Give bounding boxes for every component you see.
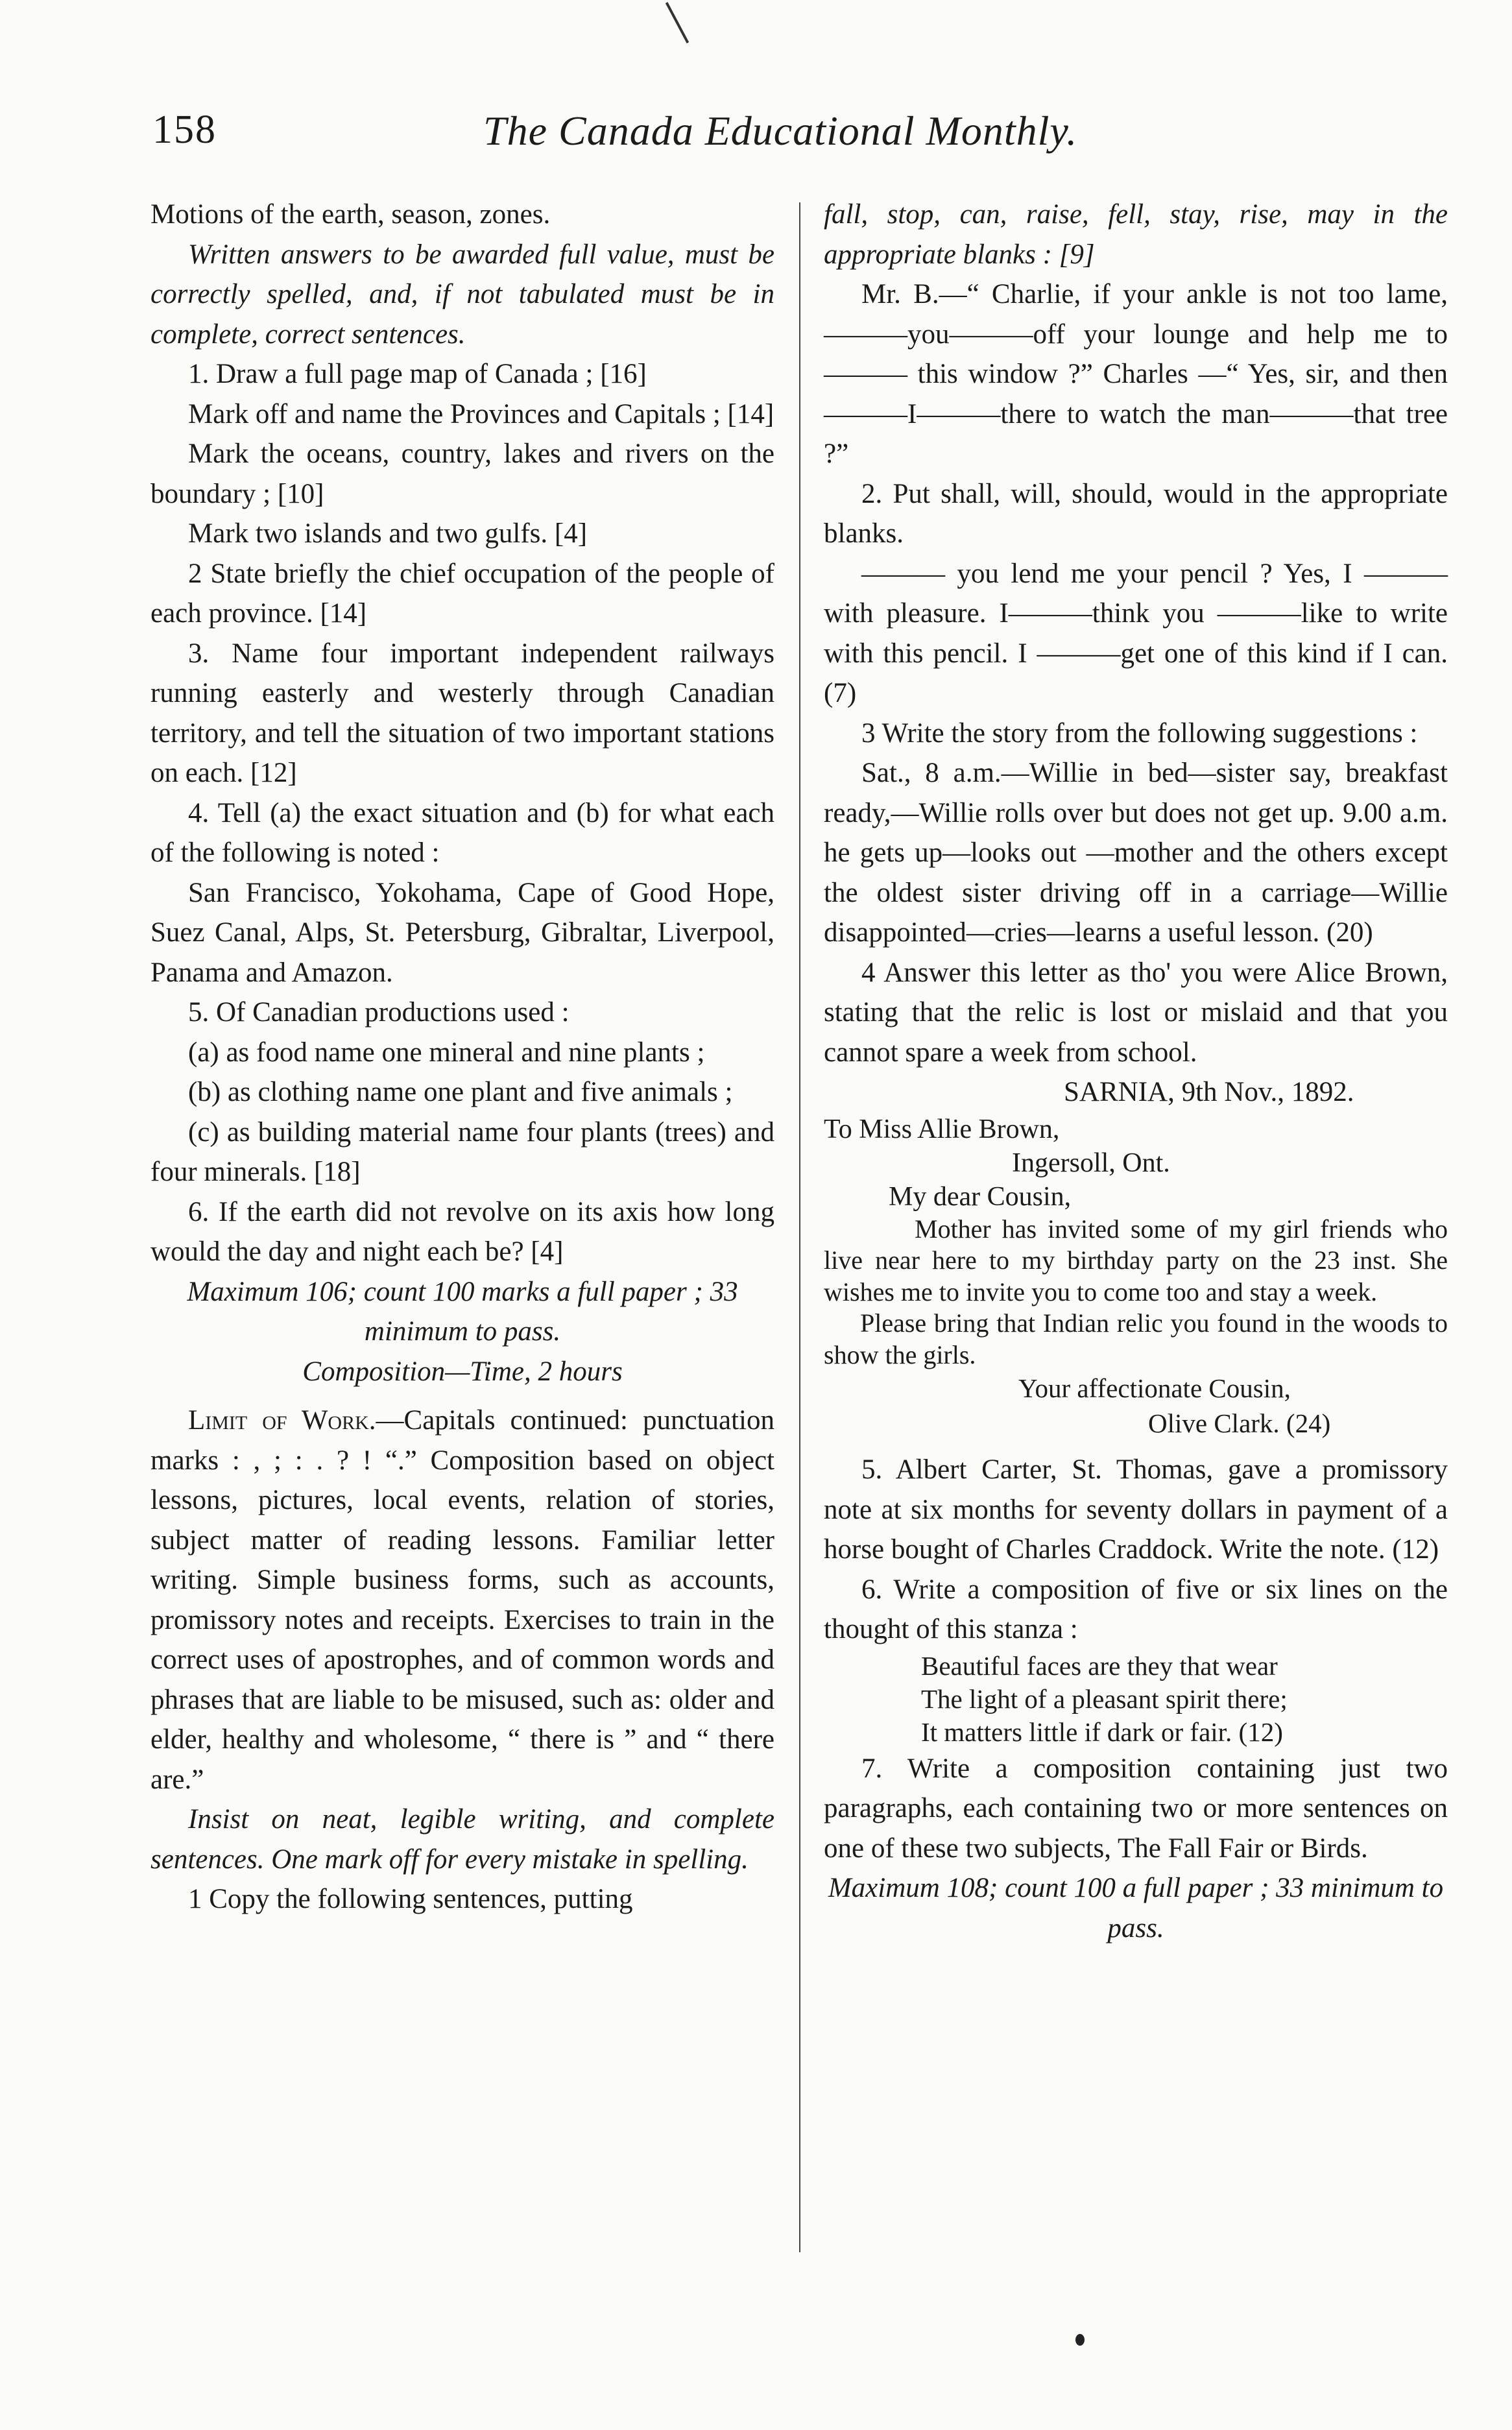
paragraph: (b) as clothing name one plant and five animals ; — [188, 1077, 733, 1107]
column-divider — [799, 202, 800, 2252]
stanza-line: The light of a pleasant spirit there; — [921, 1683, 1288, 1714]
paragraph: 5. Of Canadian productions used : — [188, 997, 570, 1028]
paragraph: 1. Draw a full page map of Canada ; [16] — [188, 359, 647, 389]
right-column — [824, 195, 1448, 1948]
paragraph: (a) as food name one mineral and nine plants ; — [188, 1037, 705, 1068]
paragraph: Mark off and name the Provinces and Capitals ; [14] — [188, 398, 774, 429]
paragraph: Motions of the earth, season, zones. — [150, 199, 551, 230]
scan-mark — [666, 2, 689, 43]
paragraph: 5. Albert Carter, St. Thomas, gave a promissory note at six months for seventy dollars in payment of a horse bought of Charles Craddock. Write the note. (12) — [824, 1454, 1448, 1565]
letter-signoff: Your affectionate Cousin, — [1018, 1373, 1291, 1403]
letter-body: Mother has invited some of my girl friends who live near here to my birthday party on the 23 inst. She wishes me to invite you to come too and stay a week. — [824, 1214, 1448, 1306]
paragraph: Maximum 106; count 100 marks a full paper ; 33 minimum to pass. — [187, 1276, 738, 1347]
paragraph: (c) as building material name four plants (trees) and four minerals. [18] — [150, 1116, 774, 1187]
paragraph: 7. Write a composition containing just two paragraphs, each containing two or more sentences on one of these two subjects, The Fall Fair or Birds. — [824, 1753, 1448, 1864]
paragraph: 6. If the earth did not revolve on its axis how long would the day and night each be? [4] — [150, 1196, 774, 1267]
paragraph: 3 Write the story from the following suggestions : — [861, 717, 1418, 749]
paragraph: Maximum 108; count 100 a full paper ; 33 minimum to pass. — [828, 1873, 1444, 1943]
paragraph: fall, stop, can, raise, fell, stay, rise, may in the appropriate blanks : [9] — [824, 199, 1448, 270]
stanza-line: Beautiful faces are they that wear — [921, 1650, 1278, 1681]
limit-of-work-label: Limit of Work. — [188, 1405, 376, 1436]
paragraph: 3. Name four important independent railways running easterly and westerly through Canadian territory, and tell the situation of two important stations on each. [12] — [150, 638, 774, 788]
paragraph: Written answers to be awarded full value, must be correctly spelled, and, if not tabulated must be in complete, correct sentences. — [150, 239, 774, 350]
page-number: 158 — [152, 108, 217, 152]
section-heading: Composition—Time, 2 hours — [302, 1356, 623, 1387]
letter-address: To Miss Allie Brown, — [824, 1114, 1060, 1144]
paragraph: Mr. B.—“ Charlie, if your ankle is not too lame,———you———off your lounge and help me to——— this window ?” Charles —“ Yes, sir, and then———I———there to watch the man———that tree ?” — [824, 279, 1448, 469]
paragraph: Mark two islands and two gulfs. [4] — [188, 518, 588, 549]
letter-date: SARNIA, 9th Nov., 1892. — [1064, 1077, 1354, 1107]
paragraph: Insist on neat, legible writing, and complete sentences. One mark off for every mistake in spelling. — [150, 1804, 774, 1875]
ink-dot — [1075, 2334, 1085, 2346]
left-column — [150, 195, 774, 1919]
page-header — [152, 107, 1443, 178]
running-title: The Canada Educational Monthly. — [483, 108, 1078, 154]
paragraph: 4 Answer this letter as tho' you were Alice Brown, stating that the relic is lost or mislaid and that you cannot spare a week from school. — [824, 957, 1448, 1068]
stanza-line: It matters little if dark or fair. (12) — [921, 1716, 1283, 1747]
paragraph: Mark the oceans, country, lakes and rivers on the boundary ; [10] — [150, 439, 774, 509]
letter-address: Ingersoll, Ont. — [1012, 1148, 1170, 1178]
paragraph: San Francisco, Yokohama, Cape of Good Hope, Suez Canal, Alps, St. Petersburg, Gibraltar, Liverpool, Panama and Amazon. — [150, 877, 774, 988]
paragraph: Limit of Work.—Capitals continued: punctuation marks : , ; : . ? ! “.” Composition based on object lessons, pictures, local events, relation of stories, subject matter of reading lessons. Familiar letter writing. Simple business forms, such as accounts, promissory notes and receipts. Exercises to train in the correct uses of apostrophes, and of common words and phrases that are liable to be misused, such as: older and elder, healthy and wholesome, “ there is ” and “ there are.” — [150, 1405, 775, 1795]
paragraph: Sat., 8 a.m.—Willie in bed—sister say, breakfast ready,—Willie rolls over but does not get up. 9.00 a.m. he gets up—looks out —mother and the others except the oldest sister driving off in a carriage—Willie disappointed—cries—learns a useful lesson. (20) — [824, 758, 1448, 948]
letter-signature: Olive Clark. (24) — [1148, 1408, 1331, 1438]
paragraph: 1 Copy the following sentences, putting — [188, 1884, 633, 1914]
paragraph: 6. Write a composition of five or six lines on the thought of this stanza : — [824, 1574, 1448, 1644]
letter-body: Please bring that Indian relic you found in the woods to show the girls. — [824, 1308, 1448, 1369]
paragraph: ——— you lend me your pencil ? Yes, I ———with pleasure. I———think you ———like to write with this pencil. I ———get one of this kind if I can. (7) — [824, 558, 1448, 708]
letter-salutation: My dear Cousin, — [889, 1181, 1072, 1212]
paragraph: 2 State briefly the chief occupation of the people of each province. [14] — [150, 558, 774, 629]
paragraph: 2. Put shall, will, should, would in the appropriate blanks. — [824, 478, 1448, 549]
paragraph: 4. Tell (a) the exact situation and (b) for what each of the following is noted : — [150, 797, 774, 868]
